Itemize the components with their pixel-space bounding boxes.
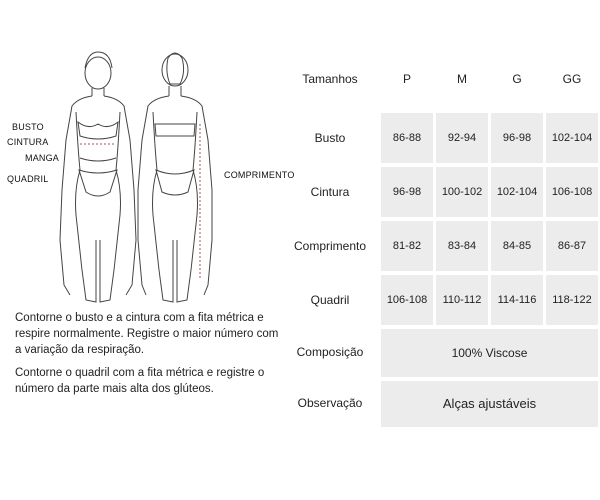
- cell-quadril-m: 110-112: [436, 275, 488, 325]
- cell-busto-g: 96-98: [491, 113, 543, 163]
- instruction-quadril: Contorne o quadril com a fita métrica e registre o número da parte mais alta dos glúteos.: [15, 367, 265, 395]
- row-label-observacao: Observação: [297, 396, 363, 410]
- table-row: [280, 221, 600, 271]
- cell-cintura-gg: 106-108: [546, 167, 598, 217]
- header-label: Tamanhos: [302, 72, 358, 86]
- cell-quadril-p: 106-108: [381, 275, 433, 325]
- row-label-busto: Busto: [314, 131, 346, 145]
- composicao-value: 100% Viscose: [381, 329, 598, 377]
- cell-quadril-g: 114-116: [491, 275, 543, 325]
- row-label-cintura: Cintura: [310, 185, 350, 199]
- cell-comprimento-p: 81-82: [381, 221, 433, 271]
- table-row-observacao: [280, 381, 600, 427]
- cell-cintura-p: 96-98: [381, 167, 433, 217]
- cell-quadril-gg: 118-122: [546, 275, 598, 325]
- cell-comprimento-m: 83-84: [436, 221, 488, 271]
- label-quadril: QUADRIL: [7, 174, 49, 184]
- cell-cintura-m: 100-102: [436, 167, 488, 217]
- table-row: [280, 275, 600, 325]
- cell-comprimento-gg: 86-87: [546, 221, 598, 271]
- row-label-quadril: Quadril: [310, 293, 350, 307]
- measurement-instructions: [15, 310, 280, 404]
- label-manga: MANGA: [25, 153, 60, 163]
- cell-busto-p: 86-88: [381, 113, 433, 163]
- table-header-row: [280, 70, 600, 90]
- size-p: P: [402, 72, 411, 86]
- label-cintura: CINTURA: [7, 137, 49, 147]
- size-g: G: [512, 72, 522, 86]
- cell-busto-gg: 102-104: [546, 113, 598, 163]
- body-figures: [0, 40, 300, 310]
- cell-cintura-g: 102-104: [491, 167, 543, 217]
- instruction-busto-cintura: Contorne o busto e a cintura com a fita métrica e respire normalmente. Registre o maior número com a variação da respiração.: [15, 312, 279, 356]
- cell-comprimento-g: 84-85: [491, 221, 543, 271]
- table-row: [280, 113, 600, 163]
- label-comprimento: COMPRIMENTO: [224, 170, 295, 180]
- table-row-composicao: [280, 329, 600, 377]
- cell-busto-m: 92-94: [436, 113, 488, 163]
- row-label-composicao: Composição: [296, 345, 364, 359]
- row-label-comprimento: Comprimento: [293, 239, 367, 253]
- observacao-value: Alças ajustáveis: [381, 381, 598, 427]
- label-busto: BUSTO: [12, 122, 44, 132]
- size-gg: GG: [562, 72, 582, 86]
- table-row: [280, 167, 600, 217]
- size-m: M: [457, 72, 467, 86]
